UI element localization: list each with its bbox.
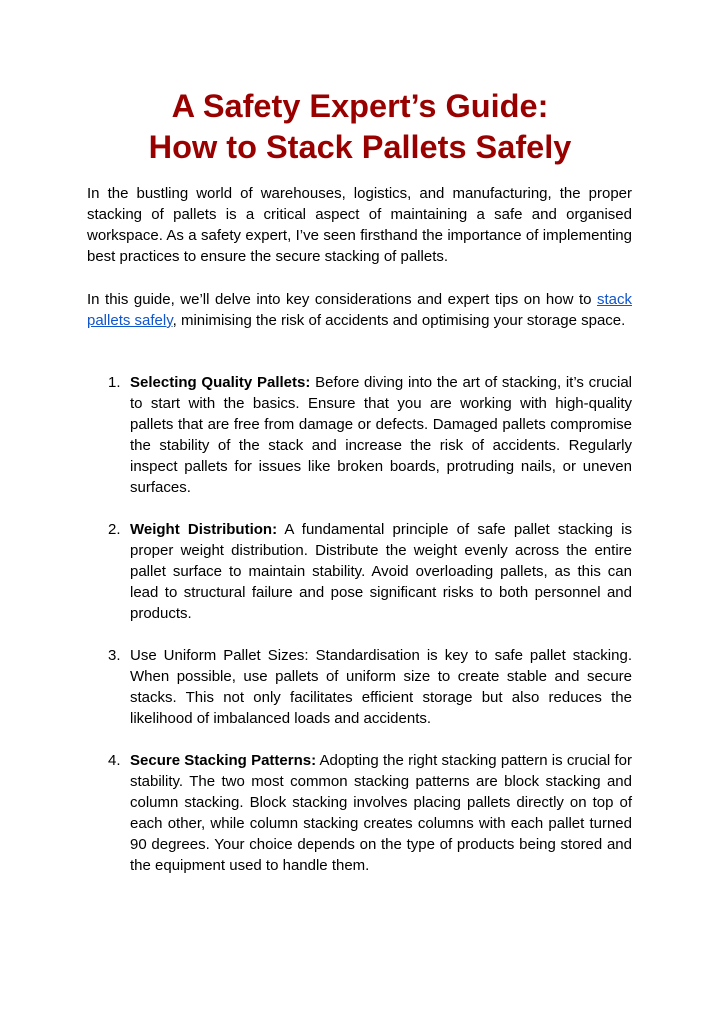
list-item-number: 4.: [108, 752, 121, 769]
list-item-text: A fundamental principle of safe pallet stacking is proper weight distribution. Distribute the weight evenly across the entire pallet surface to maintain stability. Avoid overloading pallets, as this can lead to structural failure and pose significant risks to both personnel and products.: [130, 521, 632, 622]
list-item: [108, 519, 632, 624]
list-item-number: 3.: [108, 647, 121, 664]
intro-paragraph-2-tail: , minimising the risk of accidents and optimising your storage space.: [172, 312, 626, 329]
stack-pallets-safely-link[interactable]: stack pallets safely: [87, 291, 632, 329]
list-item: [108, 750, 632, 876]
page-title: [60, 86, 660, 168]
title-line-2: How to Stack Pallets Safely: [148, 129, 572, 165]
list-item-heading: Selecting Quality Pallets:: [130, 374, 311, 391]
list-item-text: Use Uniform Pallet Sizes: Standardisation is key to safe pallet stacking. When possible, use pallets of uniform size to create stable and secure stacks. This not only facilitates efficient storage but also reduces the likelihood of imbalanced loads and accidents.: [130, 647, 632, 727]
list-item-number: 1.: [108, 374, 121, 391]
list-item-heading: Weight Distribution:: [130, 521, 278, 538]
list-item-text: Before diving into the art of stacking, it’s crucial to start with the basics. Ensure that you are working with high-quality pallets that are free from damage or defects. Damaged pallets compromise the stability of the stack and increase the risk of accidents. Regularly inspect pallets for issues like broken boards, protruding nails, or uneven surfaces.: [130, 374, 632, 496]
list-item: [108, 645, 632, 729]
list-item: [108, 372, 632, 498]
intro-paragraph-2: [87, 289, 632, 331]
intro-paragraph-2-lead: In this guide, we’ll delve into key considerations and expert tips on how to: [87, 291, 597, 308]
list-item-text: Adopting the right stacking pattern is crucial for stability. The two most common stacking patterns are block stacking and column stacking. Block stacking involves placing pallets directly on top of each other, while column stacking creates columns with each pallet turned 90 degrees. Your choice depends on the type of products being stored and the equipment used to handle them.: [130, 752, 632, 874]
list-item-number: 2.: [108, 521, 121, 538]
list-item-heading: Secure Stacking Patterns:: [130, 752, 317, 769]
intro-paragraph-1: In the bustling world of warehouses, logistics, and manufacturing, the proper stacking of pallets is a critical aspect of maintaining a safe and organised workspace. As a safety expert, I’ve seen firsthand the importance of implementing best practices to ensure the secure stacking of pallets.: [87, 185, 632, 265]
title-line-1: A Safety Expert’s Guide:: [171, 88, 549, 124]
